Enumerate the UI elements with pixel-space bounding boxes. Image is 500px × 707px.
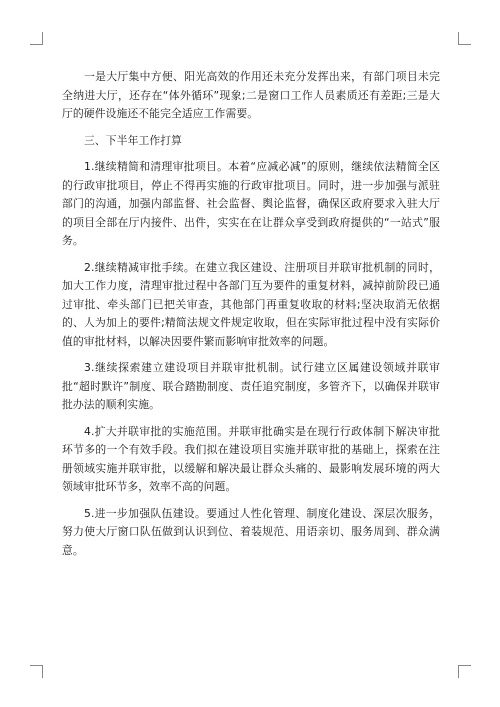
paragraph-item-2: 2.继续精减审批手续。在建立我区建设、注册项目并联审批机制的同时，加大工作力度，清理审批过程中各部门互为要件的重复材料，减掉前阶段已通过审批、牵头部门已把关审查，其他部门再重复收取的材料;坚决取消无依据的、人为加上的要件;精简法规文件规定收取，但在实际审批过程中没有实际价值的审批材料，以解决因要件繁而影响审批效率的问题。 [62,260,440,348]
crop-mark-top-left [30,32,43,45]
paragraph-item-1: 1.继续精简和清理审批项目。本着“应减必减”的原则，继续依法精简全区的行政审批项目，停止不得再实施的行政审批项目。同时，进一步加强与派驻部门的沟通，加强内部监督、社会监督、舆论监督，确保区政府要求入驻大厅的项目全部在厅内接件、出件，实实在在让群众享受到政府提供的“一站式”服务。 [62,160,440,247]
paragraph-item-3: 3.继续探索建立建设项目并联审批机制。试行建立区属建设领域并联审批“超时默许”制度、联合踏勘制度、责任追究制度，多管齐下，以确保并联审批办法的顺利实施。 [62,361,440,411]
crop-mark-top-right [458,32,471,45]
paragraph-item-5: 5.进一步加强队伍建设。要通过人性化管理、制度化建设、深层次服务，努力使大厅窗口队伍做到认识到位、着装规范、用语亲切、服务周到、群众满意。 [62,506,440,557]
section-heading-plan: 三、下半年工作打算 [84,133,183,147]
crop-mark-bottom-left [30,665,43,678]
paragraph-item-4: 4.扩大并联审批的实施范围。并联审批确实是在现行行政体制下解决审批环节多的一个有效手段。我们拟在建设项目实施并联审批的基础上，探索在注册领域实施并联审批，以缓解和解决最让群众头痛的、最影响发展环境的两大领域审批环节多，效率不高的问题。 [62,424,440,493]
paragraph-issues: 一是大厅集中方便、阳光高效的作用还未充分发挥出来，有部门项目未完全纳进大厅，还存在“体外循环”现象;二是窗口工作人员素质还有差距;三是大厅的硬件设施还不能完全适应工作需要。 [62,70,440,120]
document-body [62,68,440,560]
crop-mark-bottom-right [458,665,471,678]
